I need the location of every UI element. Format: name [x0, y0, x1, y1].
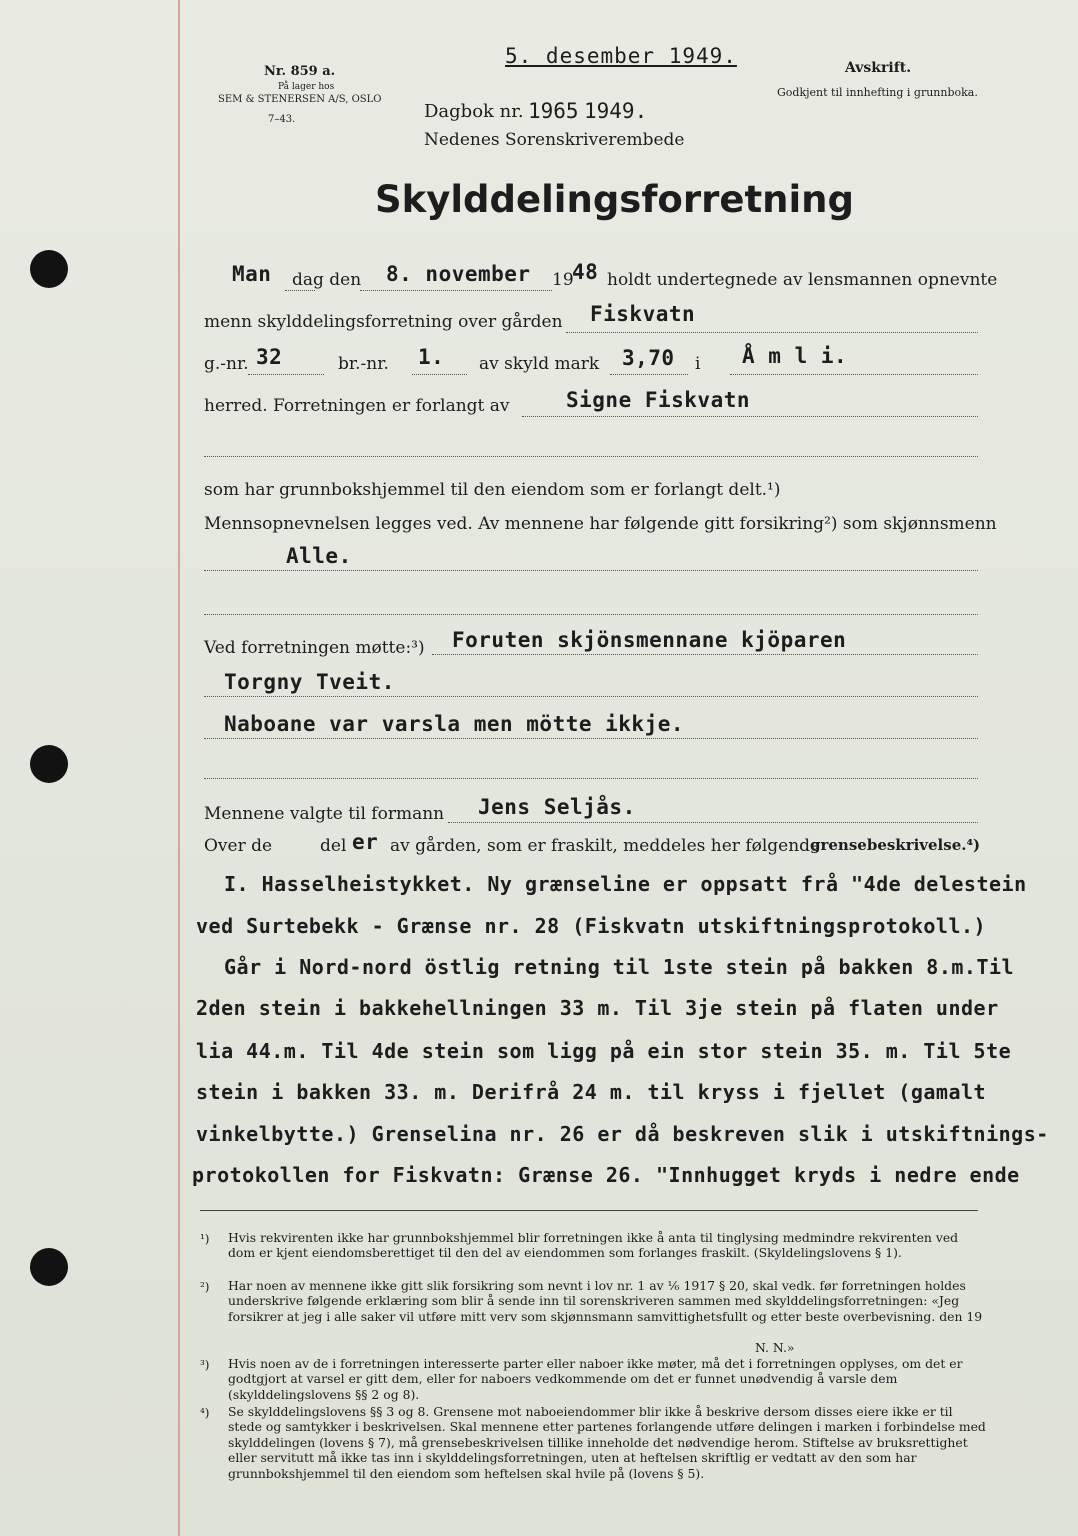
attendees-text: Foruten skjönsmennane kjöparen	[452, 628, 847, 652]
footnote-4: Se skylddelingslovens §§ 3 og 8. Grensene mot naboeiendommer blir ikke å beskrive dersom disses eiere ikke er til stede og samtykker i beskrivelsen. Skal mennene etter partenes forlangende utføre delingen i marken i forbindelse med skylddelingen (lovens § 7), må grensebeskrivelsen tillike inneholde det nødvendige herom. Stiftelse av bruksrettighet eller servitutt må ikke tas inn i skylddelingsforretningen, uten at heftelsen skriftlig er vedtatt av den som har grunnbokshjemmel til den eiendom som heftelsen skal hvile på (lovens § 5).	[228, 1404, 986, 1481]
punch-hole	[30, 250, 68, 288]
printer-date: 7–43.	[268, 114, 296, 125]
printer-line: På lager hos	[278, 82, 335, 92]
formann-label: Mennene valgte til formann	[204, 804, 445, 824]
grunnbok-text: som har grunnbokshjemmel til den eiendom som er forlangt delt.¹)	[204, 480, 781, 500]
brnr-value: 1.	[418, 345, 445, 369]
punch-hole	[30, 745, 68, 783]
neighbours-text: Naboane var varsla men mötte ikkje.	[224, 712, 685, 736]
body-line: protokollen for Fiskvatn: Grænse 26. "Innhugget kryds i nedre ende	[192, 1163, 1020, 1187]
opnevnte-text: holdt undertegnede av lensmannen opnevnte	[607, 270, 998, 290]
herred-name: Å m l i.	[742, 344, 848, 368]
footnote-mark: ³)	[200, 1358, 210, 1372]
page-title: Skylddelingsforretning	[375, 178, 854, 221]
footnote-2: Har noen av mennene ikke gitt slik forsikring som nevnt i lov nr. 1 av ⅙ 1917 § 20, skal vedk. før forretningen holdes underskrive følgende erklæring som blir å sende inn til sorenskriveren sammen med skylddelingsforretningen: «Jeg forsikrer at jeg i alle saker vil utføre mitt verv som skjønnsmann samvittighetsfullt og etter beste overbevisning. den 19	[228, 1278, 983, 1324]
skyld-label: av skyld mark	[479, 354, 600, 374]
footnote-mark: ⁴)	[200, 1406, 210, 1420]
body-line: ved Surtebekk - Grænse nr. 28 (Fiskvatn utskiftningsprotokoll.)	[196, 914, 987, 938]
printer-name: SEM & STENERSEN A/S, OSLO	[218, 94, 382, 105]
body-line: 2den stein i bakkehellningen 33 m. Til 3je stein på flaten under	[196, 996, 999, 1020]
footnote-mark: ¹)	[200, 1232, 210, 1246]
meeting-date: 8. november	[386, 262, 531, 286]
garden-label: menn skylddelingsforretning over gården	[204, 312, 563, 332]
avskrift-label: Avskrift.	[845, 60, 912, 76]
forlangt-label: herred. Forretningen er forlangt av	[204, 396, 510, 416]
margin-line	[178, 0, 180, 1536]
dag-den-label: dag den	[292, 270, 362, 290]
footnote-divider	[200, 1210, 978, 1211]
century: 19	[552, 270, 574, 290]
dagbok-year: 1949.	[584, 99, 648, 123]
grensebeskrivelse-label: grensebeskrivelse.⁴)	[810, 836, 981, 854]
dagbok-number: 1965	[528, 99, 579, 123]
gnr-label: g.-nr.	[204, 354, 249, 374]
del-label: del	[320, 836, 347, 856]
fraskilt-text: av gården, som er fraskilt, meddeles her følgende	[390, 836, 821, 856]
over-de-label: Over de	[204, 836, 273, 856]
gnr-value: 32	[256, 345, 283, 369]
godkjent-note: Godkjent til innhefting i grunnboka.	[777, 86, 978, 99]
formann-name: Jens Seljås.	[478, 795, 636, 819]
requester-name: Signe Fiskvatn	[566, 388, 751, 412]
footnote-3: Hvis noen av de i forretningen interesserte parter eller naboer ikke møter, må det i forretningen opplyses, om det er godtgjort at varsel er gitt dem, eller for naboers vedkommende om det er funnet unødvendig å varsle dem (skylddelingslovens §§ 2 og 8).	[228, 1356, 963, 1402]
body-line: I. Hasselheistykket. Ny grænseline er oppsatt frå "4de delestein	[224, 872, 1027, 896]
footnote-1: Hvis rekvirenten ikke har grunnbokshjemmel blir forretningen ikke å anta til tinglysing medmindre rekvirenten ved dom er kjent eiendomsberettiget til den del av eiendommen som forlanges fraskilt. (Skyldelingslovens § 1).	[228, 1230, 959, 1261]
document-date: 5. desember 1949.	[505, 44, 737, 68]
buyer-name: Torgny Tveit.	[224, 670, 395, 694]
skjonnsmenn-value: Alle.	[286, 544, 352, 568]
form-number: Nr. 859 a.	[264, 64, 336, 79]
skyld-value: 3,70	[622, 346, 675, 370]
office-stamp: Nedenes Sorenskriverembede	[424, 130, 685, 150]
body-line: vinkelbytte.) Grenselina nr. 26 er då beskreven slik i utskiftnings-	[196, 1122, 1049, 1146]
body-line: Går i Nord-nord östlig retning til 1ste stein på bakken 8.m.Til	[224, 955, 1015, 979]
farm-name: Fiskvatn	[590, 302, 696, 326]
forsikring-text: Mennsopnevnelsen legges ved. Av mennene har følgende gitt forsikring²) som skjønnsmenn	[204, 514, 997, 534]
body-line: lia 44.m. Til 4de stein som ligg på ein stor stein 35. m. Til 5te	[196, 1039, 1012, 1063]
i-label: i	[695, 354, 701, 374]
motte-label: Ved forretningen møtte:³)	[204, 638, 425, 658]
punch-hole	[30, 1248, 68, 1286]
footnote-signature: N. N.»	[755, 1340, 795, 1355]
er-value: er	[352, 830, 379, 854]
meeting-year: 48	[572, 260, 599, 284]
footnote-mark: ²)	[200, 1280, 210, 1294]
dagbok-label: Dagbok nr.	[424, 101, 524, 122]
body-line: stein i bakken 33. m. Derifrå 24 m. til kryss i fjellet (gamalt	[196, 1080, 987, 1104]
weekday: Man	[232, 262, 272, 286]
brnr-label: br.-nr.	[338, 354, 389, 374]
